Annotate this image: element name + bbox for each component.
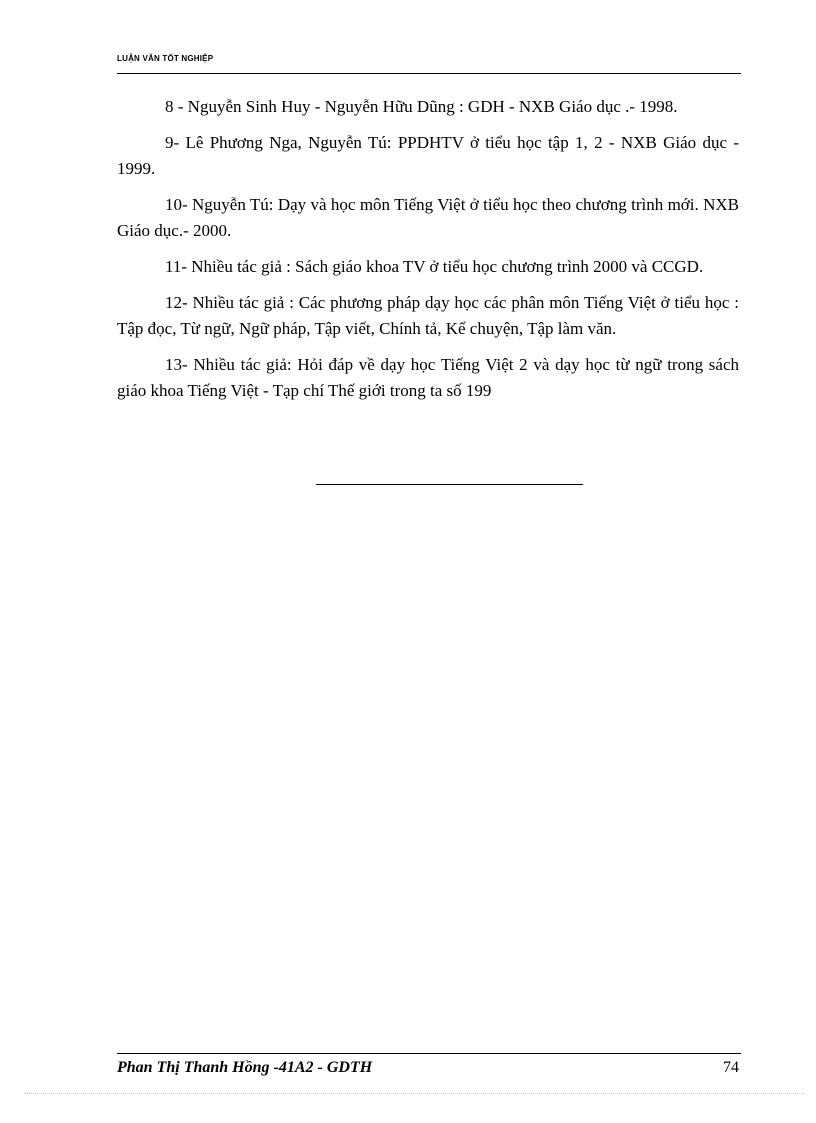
reference-item: 12- Nhiều tác giả : Các phương pháp dạy học các phân môn Tiếng Việt ở tiểu học : Tập đọc, Từ ngữ, Ngữ pháp, Tập viết, Chính tả, Kể chuyện, Tập làm văn. xyxy=(117,293,739,338)
page-number: 74 xyxy=(723,1059,739,1076)
page-header xyxy=(117,50,741,76)
section-end-divider xyxy=(316,484,583,485)
reference-item: 13- Nhiều tác giả: Hỏi đáp về dạy học Tiếng Việt 2 và dạy học từ ngữ trong sách giáo khoa Tiếng Việt - Tạp chí Thế giới trong ta số 199 xyxy=(117,355,739,400)
page-bottom-border xyxy=(24,1093,804,1094)
reference-item: 8 - Nguyễn Sinh Huy - Nguyễn Hữu Dũng : GDH - NXB Giáo dục .- 1998. xyxy=(165,97,678,116)
footer-author: Phan Thị Thanh Hồng -41A2 - GDTH xyxy=(117,1059,373,1076)
footer-divider xyxy=(117,1053,741,1054)
reference-item: 10- Nguyễn Tú: Dạy và học môn Tiếng Việt ở tiểu học theo chương trình mới. NXB Giáo dục.- 2000. xyxy=(117,195,739,240)
header-divider xyxy=(117,73,741,74)
reference-list xyxy=(117,94,739,414)
reference-item: 9- Lê Phương Nga, Nguyễn Tú: PPDHTV ở tiểu học tập 1, 2 - NXB Giáo dục - 1999. xyxy=(117,133,739,178)
header-title: LUẬN VĂN TỐT NGHIỆP xyxy=(117,54,214,63)
reference-item: 11- Nhiều tác giả : Sách giáo khoa TV ở tiểu học chương trình 2000 và CCGD. xyxy=(165,257,704,276)
